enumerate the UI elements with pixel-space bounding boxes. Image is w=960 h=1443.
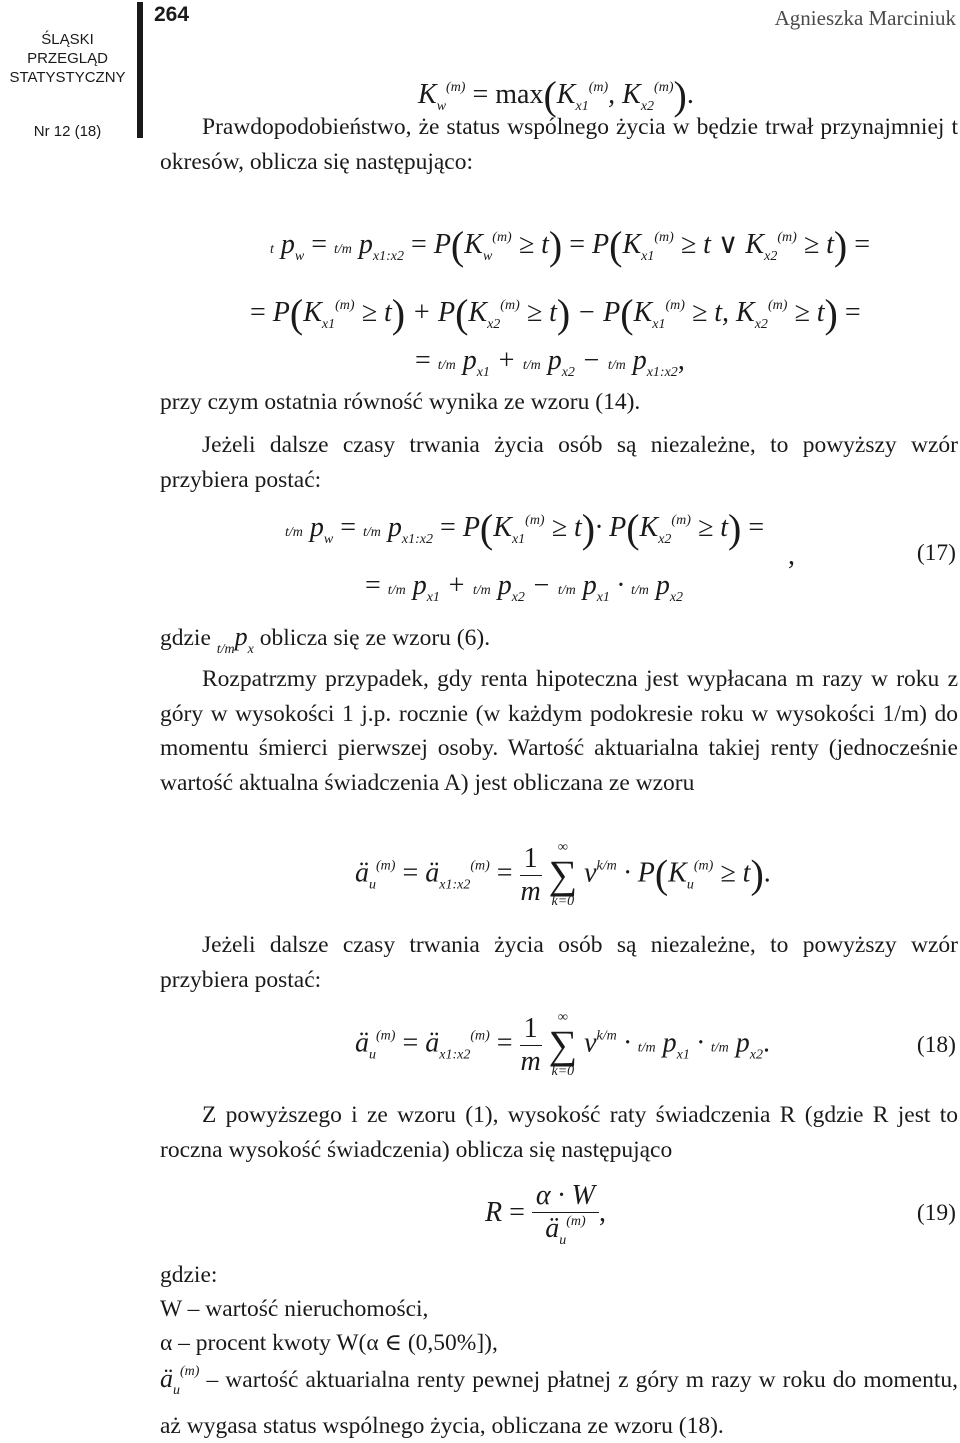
equation-survival-line-1: t $p_w = t/m$ $p_{x1:x2} = P(K_w^{(m)} \ge t) = P(K_{x1}^{(m)} \ge t$ ∨ $K_{x2}^{(m)} \ge t$) = xyxy=(270,223,871,268)
equation-number-18: (18) xyxy=(916,1032,956,1058)
running-author: Agnieszka Marciniuk xyxy=(774,6,956,30)
equation-kw-max: $K_w^{(m)} = \max(K_{x1}^{(m)}$, $K_{x2}^{(m)}$). xyxy=(418,73,694,118)
issue-label: Nr 12 (18) xyxy=(33,123,102,140)
paragraph-annuity-description: Rozpatrzmy przypadek, gdy renta hipoteczna jest wypłacana m razy w roku z góry w wysokości 1 j.p. rocznie (w każdym podokresie roku w wysokości 1/m) do momentu śmierci pierwszej osoby. Wartość aktuarialna takiej renty (jednocześnie wartość aktualna świadczenia A) jest obliczana ze wzoru xyxy=(160,666,958,796)
paragraph-benefit-rate: Z powyższego i ze wzoru (1), wysokość raty świadczenia R (gdzie R jest to roczna wysokość świadczenia) oblicza się następująco xyxy=(160,1102,958,1163)
equation-survival-line-3: = t/m $p_{x1} + t/m$ $p_{x2} - t/m$ $p_{x1:x2}$, xyxy=(415,345,685,380)
equation-annuity-value: $ä_u^{(m)}$ = $ä_{x1:x2}^{(m)}$ = $\frac{1}{m}$ ∞ ∑ k=0 $v^{k/m} \cdot P(K_u^{(m)} \ge t)$. xyxy=(355,840,771,909)
journal-name xyxy=(0,30,135,87)
equation-number-17: (17) xyxy=(916,540,956,566)
equation-17-comma: , xyxy=(788,540,795,571)
journal-name-line-3: STATYSTYCZNY xyxy=(9,69,126,86)
equation-17-line-2: = t/m $p_{x1} + t/m$ $p_{x2} - t/m$ $p_{x1} \cdot t/m$ $p_{x2}$ xyxy=(365,570,684,605)
paragraph-independence-2: Jeżeli dalsze czasy trwania życia osób są niezależne, to powyższy wzór przybiera postać: xyxy=(160,932,958,993)
equation-19: R = $\frac{\alpha \cdot W}{ä_u^{(m)}}$ , xyxy=(485,1180,606,1248)
paragraph-equality-source: przy czym ostatnia równość wynika ze wzoru (14). xyxy=(160,389,641,415)
sidebar-rule xyxy=(137,2,143,138)
paragraph-survival-probability: Prawdopodobieństwo, że status wspólnego życia w będzie trwał przynajmniej t okresów, oblicza się następująco: xyxy=(160,114,958,175)
definition-w: W – wartość nieruchomości, xyxy=(160,1296,429,1322)
equation-survival-line-2: = $P(K_{x1}^{(m)} \ge t) + P(K_{x2}^{(m)} \ge t) - P(K_{x1}^{(m)} \ge t$, $K_{x2}^{(m)} \ge t$) = xyxy=(250,291,861,336)
equation-17-line-1: t/m $p_w = t/m$ $p_{x1:x2} = P(K_{x1}^{(m)} \ge t)\cdot P(K_{x2}^{(m)} \ge t)$ = xyxy=(285,506,765,551)
journal-name-line-2: PRZEGLĄD xyxy=(27,50,108,67)
equation-number-19: (19) xyxy=(916,1200,956,1226)
journal-name-line-1: ŚLĄSKI xyxy=(41,31,94,48)
paragraph-where-px: gdzie $_{t/m}p_x$ oblicza się ze wzoru (6). xyxy=(160,622,491,657)
paragraph-where-list: gdzie: xyxy=(160,1262,218,1288)
definition-annuity: $ä_u^{(m)}$ – wartość aktuarialna renty pewnej płatnej z góry m razy w roku do momentu, aż wygasa status wspólnego życia, obliczana ze wzoru (18). xyxy=(160,1364,958,1439)
page-number: 264 xyxy=(154,3,190,26)
paragraph-independence-1: Jeżeli dalsze czasy trwania życia osób są niezależne, to powyższy wzór przybiera postać: xyxy=(160,432,958,493)
equation-18: $ä_u^{(m)}$ = $ä_{x1:x2}^{(m)}$ = $\frac{1}{m}$ ∞ ∑ k=0 $v^{k/m} \cdot t/m$ $p_{x1} \cdot t/m$ $p_{x2}$. xyxy=(355,1010,770,1079)
definition-alpha: α – procent kwoty W(α ∈ (0,50%]), xyxy=(160,1330,498,1356)
